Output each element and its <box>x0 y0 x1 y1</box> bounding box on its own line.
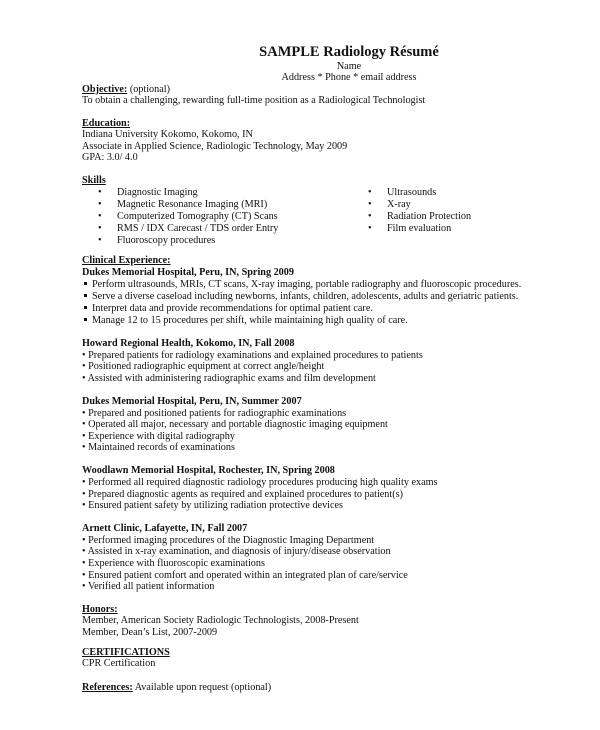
job-bullet <box>82 419 552 431</box>
skill-item: • RMS / IDX Carecast / TDS order Entry <box>82 223 352 235</box>
bullet-icon: • <box>82 488 89 500</box>
skill-item: • X-ray <box>352 199 471 211</box>
job-entry <box>82 465 552 512</box>
honors-heading: Honors: <box>82 603 118 615</box>
job-bullet <box>82 315 552 327</box>
job-bullet <box>82 350 552 362</box>
bullet-icon: • <box>82 430 89 442</box>
job-bullet <box>82 361 552 373</box>
job-bullet-text: Assisted with administering radiographic exams and film development <box>87 373 376 385</box>
certification-line: CPR Certification <box>82 658 156 670</box>
skill-item: • Fluoroscopy procedures <box>82 235 352 247</box>
skill-item: • Magnetic Resonance Imaging (MRI) <box>82 199 352 211</box>
bullet-icon: • <box>82 373 88 385</box>
job-bullet <box>82 535 552 547</box>
job-bullet <box>82 373 552 385</box>
references-heading: References: <box>82 681 133 693</box>
skills-list-right <box>352 187 471 247</box>
job-bullet-text: Experience with digital radiography <box>88 430 235 442</box>
skill-item: • Film evaluation <box>352 223 471 235</box>
job-bullet <box>82 581 552 593</box>
certifications-heading: CERTIFICATIONS <box>82 646 170 658</box>
job-entry <box>82 523 552 593</box>
job-title: Arnett Clinic, Lafayette, IN, Fall 2007 <box>82 522 248 534</box>
job-bullet <box>82 291 552 303</box>
clinical-heading: Clinical Experience: <box>82 255 171 267</box>
skill-item: • Computerized Tomography (CT) Scans <box>82 211 352 223</box>
job-entry <box>82 267 552 327</box>
job-bullet <box>82 489 552 501</box>
job-bullet <box>82 558 552 570</box>
skills-list-left <box>82 187 352 247</box>
bullet-icon: • <box>82 534 89 546</box>
objective-note: (optional) <box>127 83 170 95</box>
job-title: Howard Regional Health, Kokomo, IN, Fall 2008 <box>82 337 295 349</box>
job-bullet-text: Operated all major, necessary and portable diagnostic imaging equipment <box>88 419 388 431</box>
skill-item: • Ultrasounds <box>352 187 471 199</box>
job-bullet-text: Verified all patient information <box>87 581 215 593</box>
education-section <box>82 118 552 164</box>
job-title: Dukes Memorial Hospital, Peru, IN, Spring 2009 <box>82 266 294 278</box>
honors-section <box>82 604 552 638</box>
candidate-name: Name <box>336 61 362 72</box>
skills-heading: Skills <box>82 175 106 187</box>
job-entry <box>82 396 552 454</box>
job-bullet-text: Experience with fluoroscopic examinations <box>88 557 265 569</box>
skill-item: • Diagnostic Imaging <box>82 187 352 199</box>
job-title: Dukes Memorial Hospital, Peru, IN, Summer 2007 <box>82 395 302 407</box>
job-bullet <box>82 279 552 291</box>
job-bullet <box>82 570 552 582</box>
job-bullet-text: Manage 12 to 15 procedures per shift, while maintaining high quality of care. <box>92 314 408 326</box>
square-bullet-icon <box>84 306 87 309</box>
job-bullet-text: Interpret data and provide recommendations for optimal patient care. <box>92 302 373 314</box>
certifications-section <box>82 647 552 670</box>
square-bullet-icon <box>84 282 87 285</box>
bullet-icon: • <box>82 477 89 488</box>
objective-heading: Objective: <box>82 83 128 95</box>
bullet-icon: • <box>82 407 89 419</box>
bullet-icon: • <box>82 442 89 454</box>
job-bullet-text: Prepared patients for radiology examinations and explained procedures to patients <box>88 349 423 361</box>
education-heading: Education: <box>82 118 131 130</box>
job-bullet <box>82 408 552 420</box>
bullet-icon: • <box>82 361 89 373</box>
job-bullet-text: Ensured patient comfort and operated within an integrated plan of care/service <box>88 569 408 581</box>
job-bullet-text: Performed imaging procedures of the Diagnostic Imaging Department <box>88 534 375 546</box>
job-bullet-text: Performed all required diagnostic radiology procedures producing high quality exams <box>88 477 438 488</box>
job-bullet-text: Prepared and positioned patients for radiographic examinations <box>88 407 347 419</box>
job-bullet-text: Assisted in x-ray examination, and diagnosis of injury/disease observation <box>87 546 391 558</box>
job-bullet <box>82 303 552 315</box>
contact-line: Address * Phone * email address <box>281 72 417 84</box>
skill-item: • Radiation Protection <box>352 211 471 223</box>
honor-line: Member, Dean’s List, 2007-2009 <box>82 626 218 638</box>
job-bullet-text: Prepared diagnostic agents as required and explained procedures to patient(s) <box>88 488 403 500</box>
clinical-section <box>82 255 552 592</box>
job-bullet-text: Positioned radiographic equipment at correct angle/height <box>88 361 325 373</box>
job-bullet <box>82 546 552 558</box>
bullet-icon: • <box>82 349 89 361</box>
references-section <box>82 682 552 693</box>
job-bullet <box>82 500 552 512</box>
job-bullet-text: Maintained records of examinations <box>88 442 235 454</box>
job-bullet-text: Perform ultrasounds, MRIs, CT scans, X-ray imaging, portable radiography and fluoroscopic procedures. <box>92 278 522 290</box>
bullet-icon: • <box>82 557 89 569</box>
job-bullet <box>82 431 552 443</box>
bullet-icon: • <box>82 500 89 512</box>
resume-title: SAMPLE Radiology Résumé <box>259 44 439 60</box>
square-bullet-icon <box>84 294 87 297</box>
job-bullet <box>82 477 552 489</box>
square-bullet-icon <box>84 318 87 321</box>
bullet-icon: • <box>82 546 88 558</box>
bullet-icon: • <box>82 419 89 431</box>
job-bullet <box>82 442 552 454</box>
education-line: Indiana University Kokomo, Kokomo, IN <box>82 129 253 141</box>
job-title: Woodlawn Memorial Hospital, Rochester, IN, Spring 2008 <box>82 465 335 476</box>
education-line: GPA: 3.0/ 4.0 <box>82 152 138 164</box>
references-text: Available upon request (optional) <box>132 681 272 693</box>
education-line: Associate in Applied Science, Radiologic Technology, May 2009 <box>82 140 348 152</box>
resume-document <box>82 44 552 693</box>
objective-section <box>82 84 552 107</box>
skills-section <box>82 175 552 247</box>
job-bullet-text: Serve a diverse caseload including newborns, infants, children, adolescents, adults and geriatric patients. <box>92 290 519 302</box>
job-entry <box>82 338 552 385</box>
objective-text: To obtain a challenging, rewarding full-time position as a Radiological Technologist <box>82 95 426 107</box>
honor-line: Member, American Society Radiologic Technologists, 2008-Present <box>82 615 359 627</box>
bullet-icon: • <box>82 569 89 581</box>
bullet-icon: • <box>82 581 88 593</box>
job-bullet-text: Ensured patient safety by utilizing radiation protective devices <box>88 500 344 512</box>
